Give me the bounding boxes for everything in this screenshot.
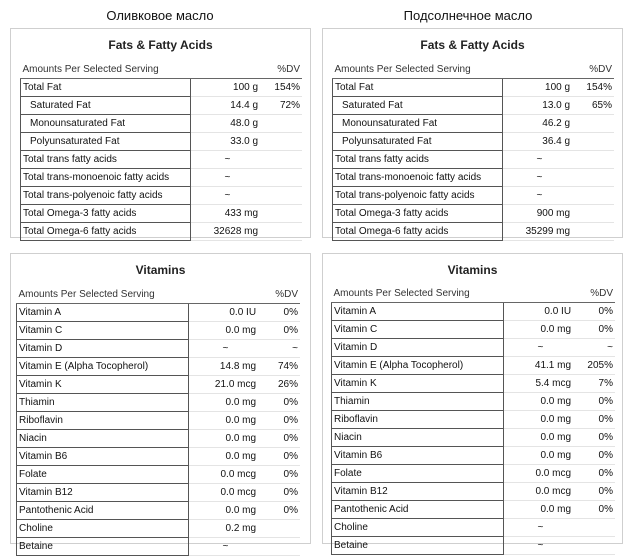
nutrient-dv: ~ (262, 340, 300, 358)
nutrient-name: Saturated Fat (21, 97, 191, 115)
nutrient-dv: 205% (577, 357, 615, 375)
nutrient-amount: 5.4 mcg (503, 375, 577, 393)
nutrient-dv: 65% (576, 97, 614, 115)
nutrient-amount: 0.0 IU (503, 303, 577, 321)
nutrient-name: Choline (17, 520, 189, 538)
nutrient-dv (576, 223, 614, 241)
nutrient-dv (264, 169, 302, 187)
header-label: Amounts Per Selected Serving (333, 61, 503, 79)
nutrient-name: Vitamin K (332, 375, 504, 393)
table-row (21, 205, 303, 223)
nutrient-name: Total Omega-3 fatty acids (21, 205, 191, 223)
nutrient-dv: 0% (262, 430, 300, 448)
nutrient-amount: ~ (502, 151, 576, 169)
table-row (17, 502, 301, 520)
nutrient-dv (264, 205, 302, 223)
olive-fats-title: Fats & Fatty Acids (108, 38, 213, 52)
nutrient-name: Riboflavin (17, 412, 189, 430)
nutrient-amount: ~ (190, 187, 264, 205)
nutrient-dv (264, 115, 302, 133)
nutrient-amount: 48.0 g (190, 115, 264, 133)
nutrient-name: Pantothenic Acid (332, 501, 504, 519)
nutrient-amount: 0.0 mg (188, 448, 262, 466)
nutrient-amount: 0.0 mg (188, 502, 262, 520)
nutrient-amount: ~ (503, 537, 577, 555)
nutrient-amount: ~ (188, 538, 262, 556)
table-row (332, 429, 616, 447)
table-row (333, 187, 615, 205)
nutrient-dv: 7% (577, 375, 615, 393)
table-row (332, 411, 616, 429)
nutrient-amount: 433 mg (190, 205, 264, 223)
nutrient-name: Thiamin (17, 394, 189, 412)
nutrient-amount: ~ (190, 151, 264, 169)
nutrient-dv: 0% (577, 393, 615, 411)
header-dv: %DV (577, 285, 615, 303)
table-row (332, 519, 616, 537)
nutrient-dv (264, 187, 302, 205)
nutrient-amount: ~ (502, 187, 576, 205)
header-dv: %DV (264, 61, 302, 79)
table-row (17, 322, 301, 340)
table-row (333, 115, 615, 133)
table-row (17, 394, 301, 412)
nutrient-dv (262, 520, 300, 538)
table-row (21, 79, 303, 97)
table-row (21, 187, 303, 205)
nutrient-dv: 0% (577, 447, 615, 465)
table-row (332, 465, 616, 483)
nutrient-amount: 13.0 g (502, 97, 576, 115)
nutrient-amount: 0.0 IU (188, 304, 262, 322)
nutrient-amount: 0.0 mg (503, 447, 577, 465)
nutrient-amount: 0.0 mg (503, 411, 577, 429)
nutrient-dv: 154% (576, 79, 614, 97)
nutrient-dv: 0% (577, 483, 615, 501)
nutrient-dv: 0% (262, 502, 300, 520)
nutrient-dv: 0% (262, 466, 300, 484)
nutrient-name: Total trans-polyenoic fatty acids (21, 187, 191, 205)
nutrient-name: Saturated Fat (333, 97, 503, 115)
nutrient-name: Total Fat (333, 79, 503, 97)
table-row (21, 133, 303, 151)
nutrient-name: Folate (332, 465, 504, 483)
nutrient-name: Polyunsaturated Fat (333, 133, 503, 151)
table-row (17, 340, 301, 358)
nutrient-dv: 0% (577, 303, 615, 321)
nutrient-amount: 35299 mg (502, 223, 576, 241)
nutrient-name: Niacin (17, 430, 189, 448)
nutrient-amount: 0.0 mg (188, 394, 262, 412)
caption-sunflower-oil: Подсолнечное масло (403, 8, 533, 23)
header-label: Amounts Per Selected Serving (332, 285, 504, 303)
nutrient-name: Total Omega-3 fatty acids (333, 205, 503, 223)
table-header-row (21, 61, 303, 79)
nutrient-name: Pantothenic Acid (17, 502, 189, 520)
nutrient-amount: 36.4 g (502, 133, 576, 151)
nutrient-name: Vitamin B6 (332, 447, 504, 465)
olive-vitamins-title: Vitamins (135, 263, 186, 277)
header-label: Amounts Per Selected Serving (21, 61, 191, 79)
nutrient-amount: 21.0 mcg (188, 376, 262, 394)
nutrient-name: Vitamin D (17, 340, 189, 358)
table-row (17, 484, 301, 502)
sunflower-fats-table (332, 61, 614, 241)
nutrient-amount: 0.0 mg (503, 429, 577, 447)
nutrient-dv: 0% (262, 484, 300, 502)
table-row (332, 375, 616, 393)
nutrient-amount: 900 mg (502, 205, 576, 223)
header-spacer (503, 285, 577, 303)
table-row (333, 79, 615, 97)
header-spacer (188, 286, 262, 304)
nutrient-dv: 72% (264, 97, 302, 115)
nutrient-dv: 0% (262, 412, 300, 430)
table-row (332, 339, 616, 357)
nutrient-amount: ~ (188, 340, 262, 358)
table-row (21, 169, 303, 187)
nutrient-dv (576, 151, 614, 169)
nutrient-dv: 0% (262, 304, 300, 322)
table-row (21, 151, 303, 169)
nutrient-name: Niacin (332, 429, 504, 447)
table-row (17, 466, 301, 484)
nutrient-dv: 154% (264, 79, 302, 97)
nutrient-amount: 41.1 mg (503, 357, 577, 375)
caption-olive-oil: Оливковое масло (106, 8, 214, 23)
nutrient-name: Total trans-monoenoic fatty acids (21, 169, 191, 187)
nutrient-dv: 0% (262, 322, 300, 340)
nutrient-amount: 14.8 mg (188, 358, 262, 376)
nutrient-dv: 0% (262, 448, 300, 466)
nutrient-name: Total trans-polyenoic fatty acids (333, 187, 503, 205)
nutrient-amount: 0.0 mcg (503, 483, 577, 501)
header-spacer (190, 61, 264, 79)
table-row (332, 303, 616, 321)
table-row (333, 151, 615, 169)
nutrient-name: Choline (332, 519, 504, 537)
table-row (17, 358, 301, 376)
table-row (333, 205, 615, 223)
nutrient-name: Riboflavin (332, 411, 504, 429)
nutrient-dv (262, 538, 300, 556)
nutrient-name: Vitamin D (332, 339, 504, 357)
nutrient-name: Vitamin E (Alpha Tocopherol) (332, 357, 504, 375)
nutrient-dv (577, 519, 615, 537)
sunflower-fats-title: Fats & Fatty Acids (420, 38, 525, 52)
nutrient-amount: 0.0 mg (188, 412, 262, 430)
nutrient-name: Total trans fatty acids (333, 151, 503, 169)
nutrient-amount: 0.0 mg (188, 322, 262, 340)
nutrient-amount: ~ (503, 339, 577, 357)
nutrient-amount: ~ (503, 519, 577, 537)
table-header-row (333, 61, 615, 79)
nutrient-name: Vitamin C (17, 322, 189, 340)
nutrient-dv (576, 133, 614, 151)
nutrient-amount: 0.0 mg (503, 321, 577, 339)
table-row (332, 483, 616, 501)
nutrient-amount: 0.0 mcg (188, 466, 262, 484)
header-dv: %DV (576, 61, 614, 79)
nutrient-dv: 0% (577, 501, 615, 519)
nutrient-name: Vitamin B12 (17, 484, 189, 502)
nutrient-amount: 100 g (502, 79, 576, 97)
nutrient-dv (576, 169, 614, 187)
nutrient-amount: 14.4 g (190, 97, 264, 115)
nutrient-amount: 33.0 g (190, 133, 264, 151)
table-row (333, 223, 615, 241)
table-row (17, 376, 301, 394)
nutrient-name: Vitamin A (332, 303, 504, 321)
nutrient-dv: 0% (577, 321, 615, 339)
nutrient-amount: 0.0 mcg (503, 465, 577, 483)
nutrient-name: Folate (17, 466, 189, 484)
nutrient-dv: 0% (262, 394, 300, 412)
nutrient-amount: 0.0 mcg (188, 484, 262, 502)
nutrient-amount: 32628 mg (190, 223, 264, 241)
table-row (21, 115, 303, 133)
header-dv: %DV (262, 286, 300, 304)
sunflower-vitamins-table (331, 285, 615, 555)
nutrient-dv (576, 115, 614, 133)
nutrient-name: Polyunsaturated Fat (21, 133, 191, 151)
olive-vitamins-table (16, 286, 300, 556)
header-spacer (502, 61, 576, 79)
nutrient-name: Total trans-monoenoic fatty acids (333, 169, 503, 187)
nutrient-amount: 0.0 mg (503, 393, 577, 411)
sunflower-vitamins-title: Vitamins (447, 263, 498, 277)
table-row (333, 97, 615, 115)
nutrient-dv: ~ (577, 339, 615, 357)
table-row (332, 501, 616, 519)
nutrient-dv (577, 537, 615, 555)
nutrient-name: Vitamin C (332, 321, 504, 339)
nutrient-amount: 100 g (190, 79, 264, 97)
table-row (332, 321, 616, 339)
nutrient-name: Monounsaturated Fat (333, 115, 503, 133)
nutrient-name: Total Omega-6 fatty acids (333, 223, 503, 241)
nutrient-dv (576, 205, 614, 223)
table-row (333, 169, 615, 187)
table-row (332, 447, 616, 465)
nutrient-name: Betaine (17, 538, 189, 556)
table-row (17, 412, 301, 430)
olive-fats-table (20, 61, 302, 241)
nutrient-name: Vitamin B12 (332, 483, 504, 501)
nutrient-dv (576, 187, 614, 205)
nutrient-dv: 0% (577, 411, 615, 429)
nutrient-name: Vitamin A (17, 304, 189, 322)
nutrient-dv: 0% (577, 429, 615, 447)
table-row (21, 97, 303, 115)
table-row (21, 223, 303, 241)
table-row (333, 133, 615, 151)
nutrient-dv (264, 223, 302, 241)
header-label: Amounts Per Selected Serving (17, 286, 189, 304)
nutrient-amount: 0.0 mg (503, 501, 577, 519)
table-row (332, 537, 616, 555)
nutrient-dv: 26% (262, 376, 300, 394)
nutrient-name: Total Omega-6 fatty acids (21, 223, 191, 241)
table-header-row (17, 286, 301, 304)
nutrient-dv (264, 151, 302, 169)
nutrient-name: Total trans fatty acids (21, 151, 191, 169)
table-row (17, 520, 301, 538)
nutrient-amount: ~ (502, 169, 576, 187)
table-row (17, 448, 301, 466)
nutrient-name: Monounsaturated Fat (21, 115, 191, 133)
nutrient-dv (264, 133, 302, 151)
table-header-row (332, 285, 616, 303)
table-row (17, 538, 301, 556)
nutrient-dv: 0% (577, 465, 615, 483)
nutrient-name: Vitamin K (17, 376, 189, 394)
nutrient-amount: 0.0 mg (188, 430, 262, 448)
nutrient-amount: 0.2 mg (188, 520, 262, 538)
table-row (332, 393, 616, 411)
nutrient-name: Thiamin (332, 393, 504, 411)
nutrient-amount: 46.2 g (502, 115, 576, 133)
nutrient-name: Vitamin E (Alpha Tocopherol) (17, 358, 189, 376)
table-row (17, 304, 301, 322)
nutrient-name: Betaine (332, 537, 504, 555)
nutrient-name: Vitamin B6 (17, 448, 189, 466)
table-row (17, 430, 301, 448)
table-row (332, 357, 616, 375)
nutrient-name: Total Fat (21, 79, 191, 97)
nutrient-amount: ~ (190, 169, 264, 187)
nutrient-dv: 74% (262, 358, 300, 376)
